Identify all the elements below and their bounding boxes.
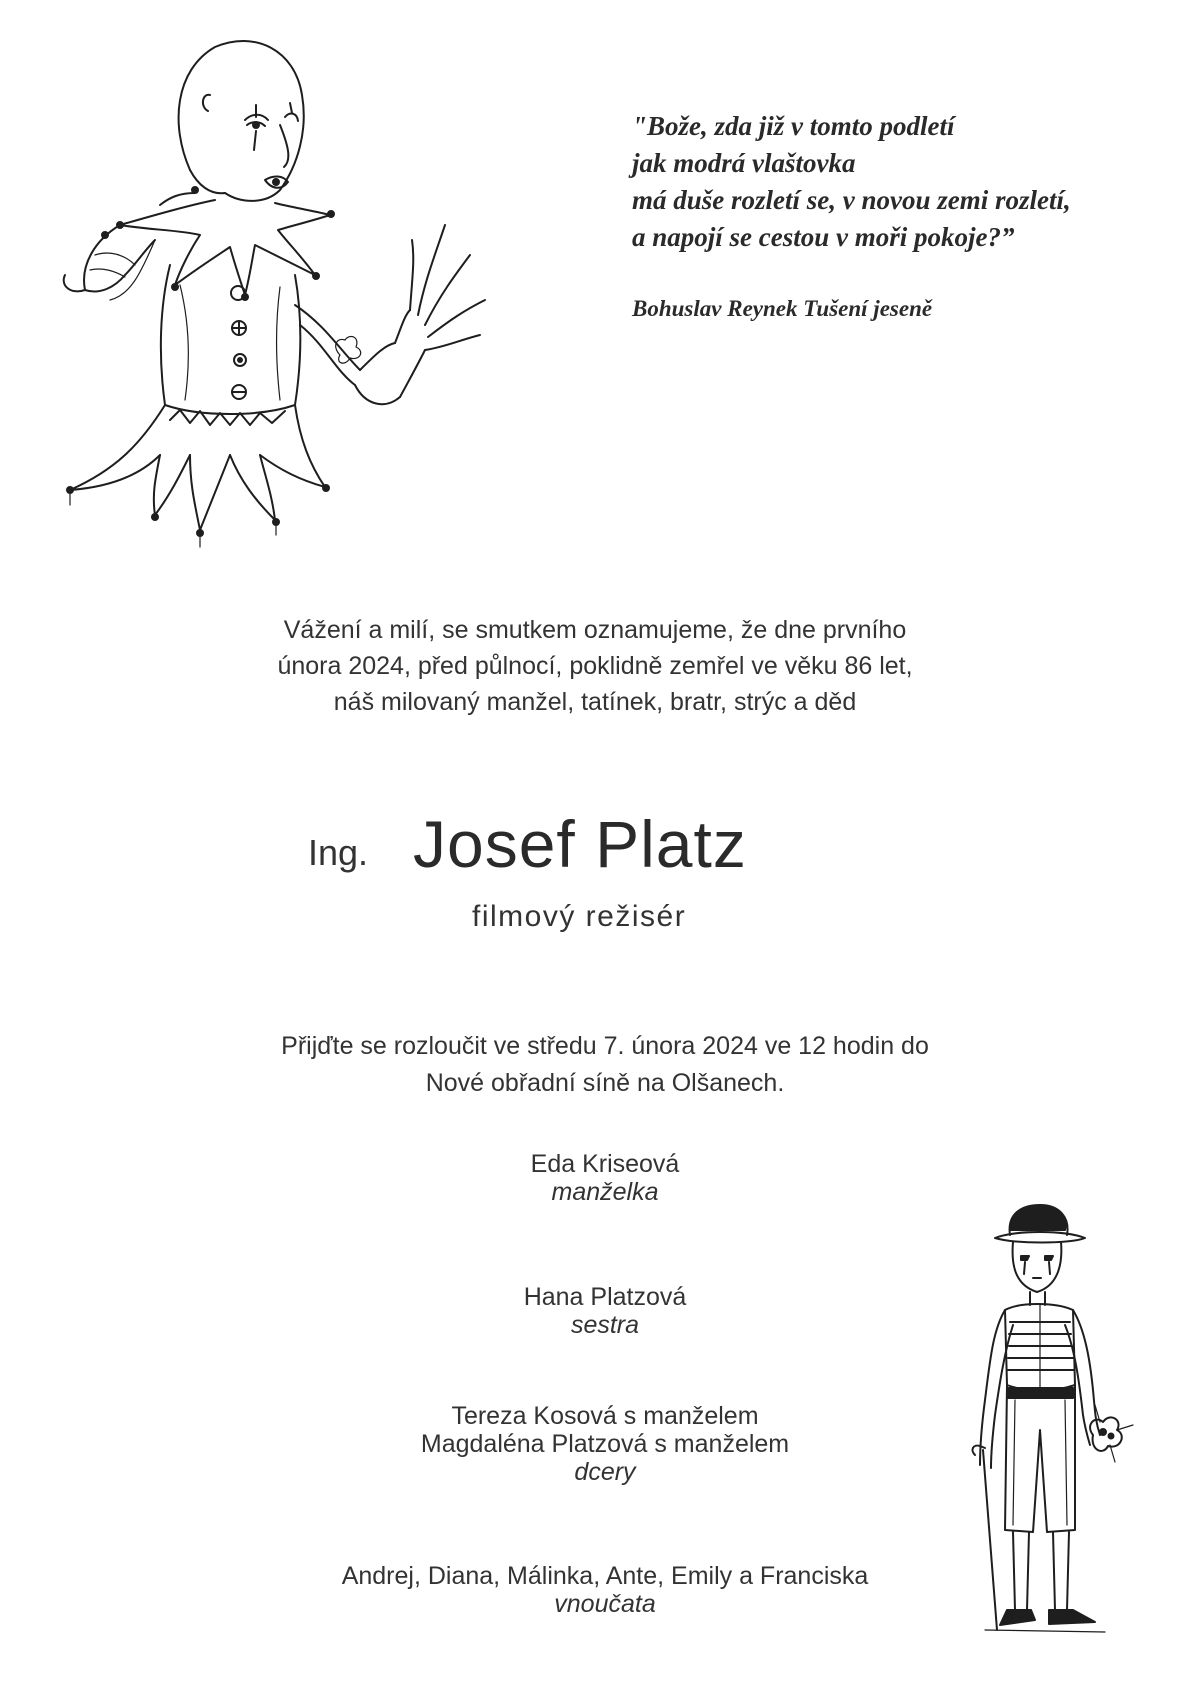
funeral-invitation <box>195 1028 1015 1102</box>
quote-line: jak modrá vlaštovka <box>632 148 856 178</box>
mourner-daughters <box>305 1402 905 1486</box>
quote <box>632 108 1172 256</box>
chaplin-figure-drawing <box>945 1200 1135 1645</box>
mourner-name: Andrej, Diana, Málinka, Ante, Emily a Franciska <box>341 1562 869 1590</box>
mourner-name: Tereza Kosová s manželem <box>451 1402 759 1430</box>
invitation-line: Přijďte se rozloučit ve středu 7. února 2024 ve 12 hodin do <box>281 1032 929 1060</box>
quote-line: má duše rozletí se, v novou zemi rozletí, <box>632 185 1071 215</box>
pierrot-jester-drawing <box>40 25 510 565</box>
mourner-relation: vnoučata <box>554 1590 656 1618</box>
announcement-text <box>195 612 995 720</box>
mourner-name: Magdaléna Platzová s manželem <box>420 1430 790 1458</box>
mourner-relation: dcery <box>574 1458 636 1486</box>
mourner-relation: sestra <box>570 1311 640 1339</box>
deceased-profession: filmový režisér <box>472 900 687 933</box>
quote-author: Bohuslav Reynek Tušení jeseně <box>632 296 933 321</box>
announcement-line: náš milovaný manžel, tatínek, bratr, strýc a děd <box>333 688 857 716</box>
quote-line: "Bože, zda již v tomto podletí <box>632 111 955 141</box>
deceased-name: Josef Platz <box>413 807 747 881</box>
mourner-sister <box>305 1283 905 1339</box>
deceased-title: Ing. <box>308 832 369 873</box>
mourner-grandchildren <box>255 1562 955 1618</box>
mourner-relation: manželka <box>551 1178 659 1206</box>
mourner-name: Hana Platzová <box>523 1283 687 1311</box>
invitation-line: Nové obřadní síně na Olšanech. <box>425 1069 785 1097</box>
mourner-spouse <box>305 1150 905 1206</box>
announcement-line: Vážení a milí, se smutkem oznamujeme, že dne prvního <box>283 616 907 644</box>
quote-line: a napojí se cestou v moři pokoje?” <box>632 222 1015 252</box>
mourner-name: Eda Kriseová <box>530 1150 680 1178</box>
announcement-line: února 2024, před půlnocí, poklidně zemřel ve věku 86 let, <box>277 652 913 680</box>
